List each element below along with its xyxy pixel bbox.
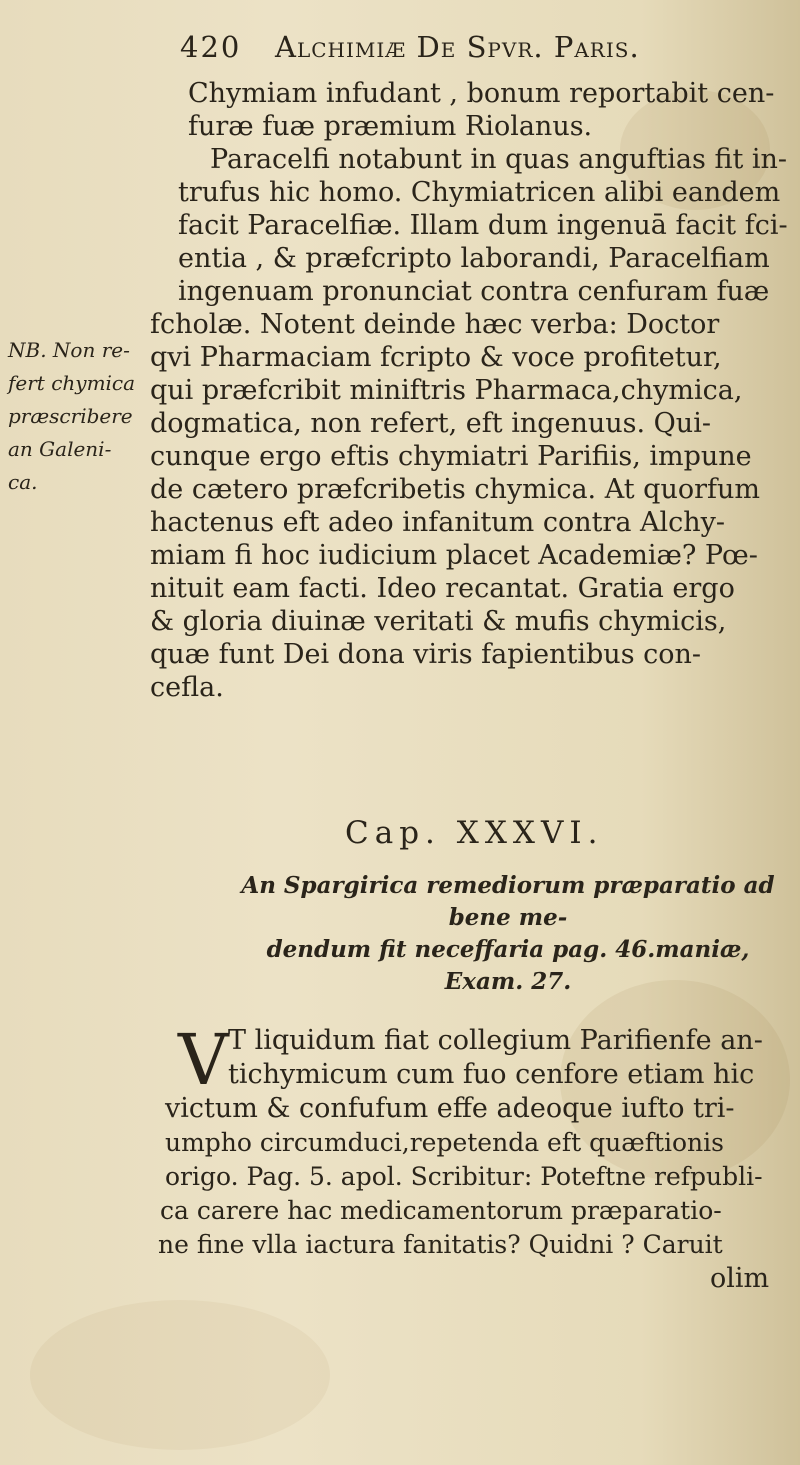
- text-line: cefla.: [150, 672, 224, 703]
- margin-note-line: præscribere: [8, 404, 133, 428]
- text-line: miam fi hoc iudicium placet Academiæ? Pœ-: [150, 540, 758, 571]
- text-line: qui præfcribit miniftris Pharmaca,chymica,: [150, 375, 743, 406]
- text-line: nituit eam facti. Ideo recantat. Gratia ergo: [150, 573, 735, 604]
- chapter-summary: [228, 870, 788, 998]
- text-line: fcholæ. Notent deinde hæc verba: Doctor: [150, 309, 720, 340]
- drop-cap: V: [178, 1019, 229, 1101]
- text-line: quæ funt Dei dona viris fapientibus con-: [150, 639, 702, 670]
- text-line: & gloria diuinæ veritati & mufis chymicis,: [150, 606, 727, 637]
- text-line: Chymiam infudant , bonum reportabit cen-: [188, 78, 775, 109]
- text-line: Paracelfi notabunt in quas anguftias fit in-: [210, 144, 788, 175]
- text-line: entia , & præfcripto laborandi, Paracelfiam: [178, 243, 770, 274]
- text-line: de cætero præfcribetis chymica. At quorfum: [150, 474, 760, 505]
- text-line: dogmatica, non refert, eft ingenuus. Qui-: [150, 408, 711, 439]
- margin-note-line: ca.: [8, 470, 38, 494]
- paper-stain: [30, 1300, 330, 1450]
- text-line: ne fine vlla iactura fanitatis? Quidni ? Caruit: [158, 1230, 723, 1259]
- margin-note-line: an Galeni-: [8, 437, 112, 461]
- text-line: trufus hic homo. Chymiatricen alibi eandem: [178, 177, 781, 208]
- page-number: 420: [180, 30, 242, 64]
- text-line: victum & confufum effe adeoque iufto tri-: [165, 1093, 735, 1124]
- text-line: qvi Pharmaciam fcripto & voce profitetur,: [150, 342, 722, 373]
- summary-line: dendum fit neceffaria pag. 46.maniæ,: [266, 936, 750, 963]
- text-line: cunque ergo eftis chymiatri Parifiis, impune: [150, 441, 752, 472]
- running-header: [180, 30, 640, 64]
- margin-note-line: NB. Non re-: [8, 338, 130, 362]
- text-line: ca carere hac medicamentorum præparatio-: [160, 1196, 722, 1225]
- text-line: origo. Pag. 5. apol. Scribitur: Poteftne refpubli-: [165, 1162, 763, 1191]
- text-line: furæ fuæ præmium Riolanus.: [188, 111, 593, 142]
- margin-note-line: fert chymica: [8, 371, 136, 395]
- running-title: Alchimiæ De Spvr. Paris.: [275, 30, 640, 64]
- summary-line: An Spargirica remediorum præparatio ad bene me-: [241, 872, 775, 931]
- text-line: olim: [710, 1263, 770, 1294]
- text-line: T liquidum fiat collegium Parifienfe an-: [228, 1025, 763, 1056]
- text-line: facit Paracelfiæ. Illam dum ingenuā facit fci-: [178, 210, 788, 241]
- text-line: tichymicum cum fuo cenfore etiam hic: [228, 1059, 755, 1090]
- chapter-title: Cap. XXXVI.: [345, 815, 604, 851]
- margin-note: [8, 334, 138, 499]
- text-line: hactenus eft adeo infanitum contra Alchy-: [150, 507, 726, 538]
- summary-line: Exam. 27.: [444, 968, 572, 995]
- text-line: umpho circumduci,repetenda eft quæftionis: [165, 1128, 724, 1157]
- text-line: ingenuam pronunciat contra cenfuram fuæ: [178, 276, 770, 307]
